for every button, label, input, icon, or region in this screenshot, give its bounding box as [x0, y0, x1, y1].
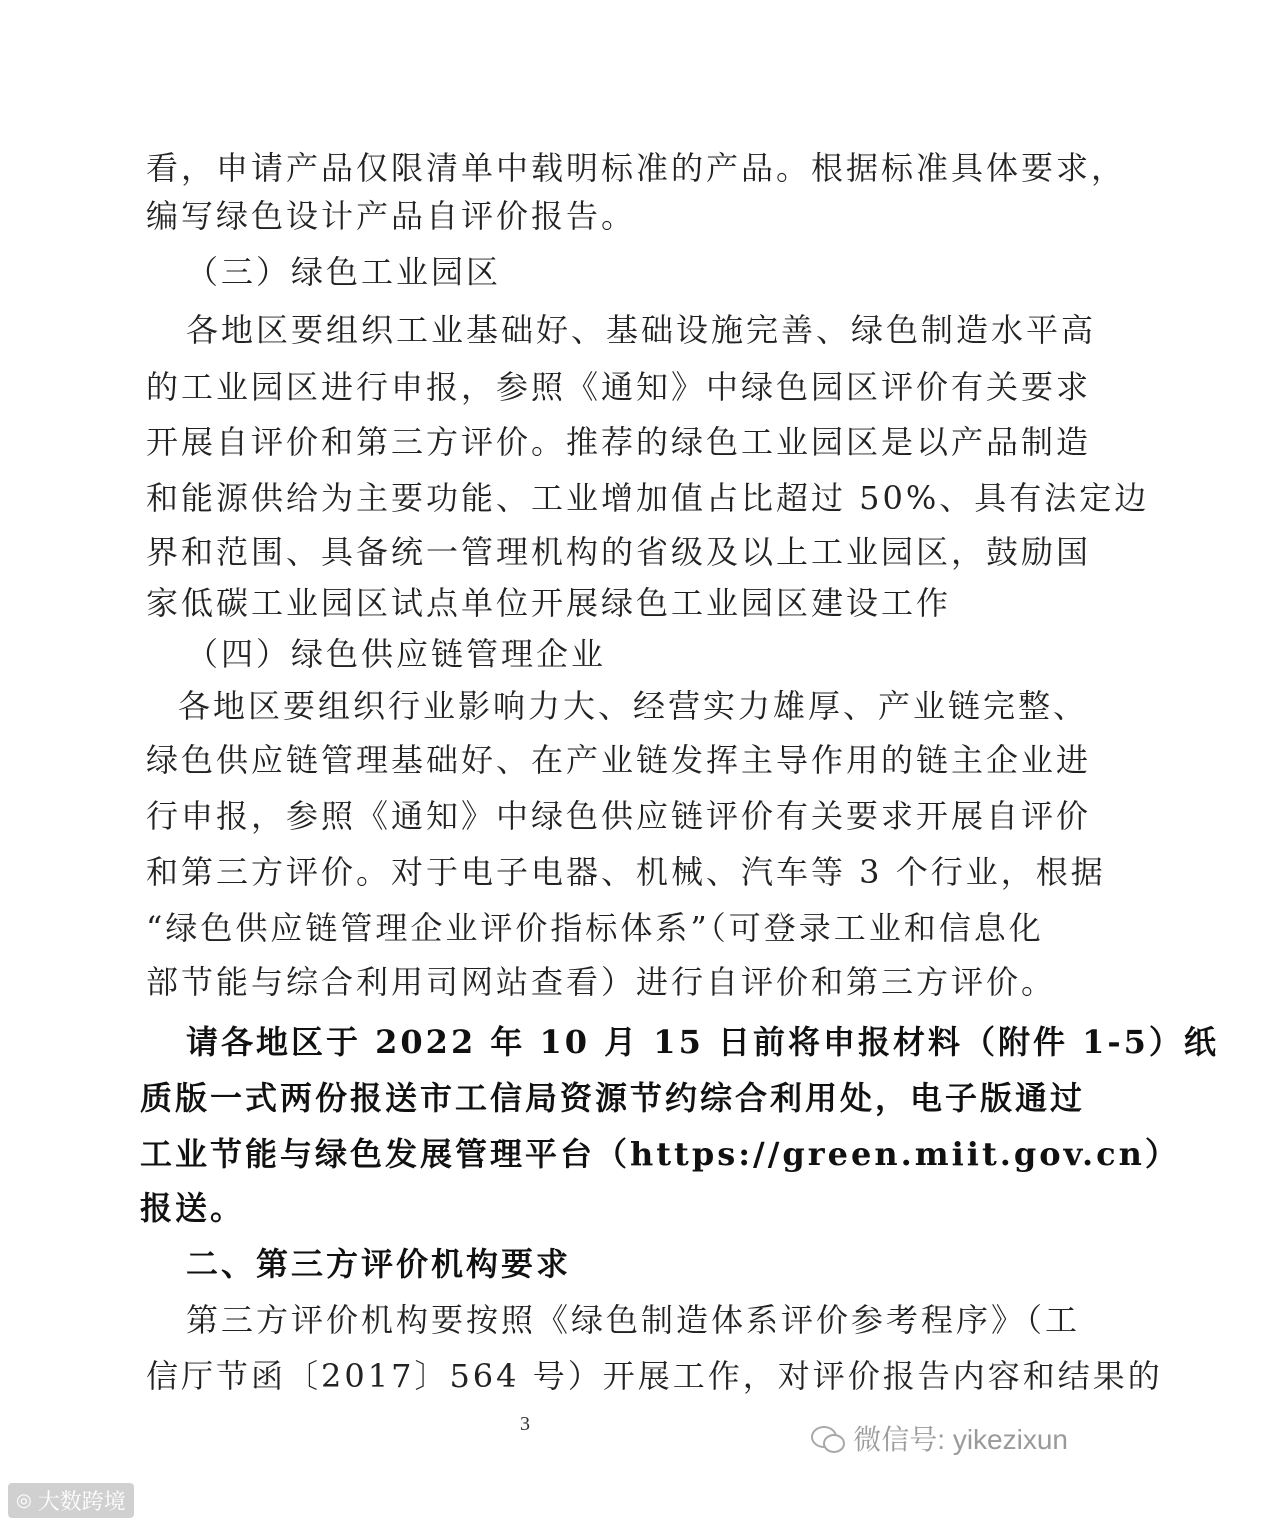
text-line-5: 的工业园区进行申报，参照《通知》中绿色园区评价有关要求 [146, 368, 1092, 406]
bold-notice-line-2: 质版一式两份报送市工信局资源节约综合利用处，电子版通过 [140, 1079, 1086, 1117]
section-heading-3: （三）绿色工业园区 [186, 253, 502, 291]
section-heading-2: 二、第三方评价机构要求 [186, 1245, 572, 1283]
wechat-watermark [811, 1418, 1068, 1458]
text-line-15: “绿色供应链管理企业评价指标体系”（可登录工业和信息化 [146, 909, 1044, 947]
text-line-7: 和能源供给为主要功能、工业增加值占比超过 50%、具有法定边 [146, 479, 1150, 517]
text-line-9: 家低碳工业园区试点单位开展绿色工业园区建设工作 [146, 584, 952, 622]
page-number: 3 [520, 1413, 530, 1435]
wechat-icon [811, 1424, 845, 1452]
weibo-icon: ◎ [16, 1490, 32, 1510]
bold-notice-line-1: 请各地区于 2022 年 10 月 15 日前将申报材料（附件 1-5）纸 [186, 1023, 1219, 1061]
text-line-1: 看，申请产品仅限清单中载明标准的产品。根据标准具体要求， [146, 149, 1127, 187]
text-line-6: 开展自评价和第三方评价。推荐的绿色工业园区是以产品制造 [146, 423, 1092, 461]
source-logo [8, 1483, 134, 1518]
source-logo-text: 大数跨境 [37, 1489, 126, 1514]
text-line-11: 各地区要组织行业影响力大、经营实力雄厚、产业链完整、 [178, 687, 1089, 725]
bold-notice-line-4: 报送。 [140, 1189, 246, 1227]
text-line-23: 信厅节函〔2017〕564 号）开展工作，对评价报告内容和结果的 [146, 1357, 1163, 1395]
text-line-22: 第三方评价机构要按照《绿色制造体系评价参考程序》（工 [186, 1301, 1081, 1339]
text-line-4: 各地区要组织工业基础好、基础设施完善、绿色制造水平高 [186, 311, 1097, 349]
text-line-16: 部节能与综合利用司网站查看）进行自评价和第三方评价。 [146, 963, 1057, 1001]
section-heading-4: （四）绿色供应链管理企业 [186, 635, 607, 673]
text-line-14: 和第三方评价。对于电子电器、机械、汽车等 3 个行业，根据 [146, 853, 1106, 891]
wechat-id-text: 微信号: yikezixun [853, 1424, 1068, 1455]
text-line-12: 绿色供应链管理基础好、在产业链发挥主导作用的链主企业进 [146, 741, 1092, 779]
text-line-2: 编写绿色设计产品自评价报告。 [146, 197, 637, 235]
text-line-8: 界和范围、具备统一管理机构的省级及以上工业园区，鼓励国 [146, 533, 1092, 571]
text-line-13: 行申报，参照《通知》中绿色供应链评价有关要求开展自评价 [146, 797, 1092, 835]
bold-notice-line-3: 工业节能与绿色发展管理平台（https://green.miit.gov.cn） [140, 1135, 1180, 1173]
